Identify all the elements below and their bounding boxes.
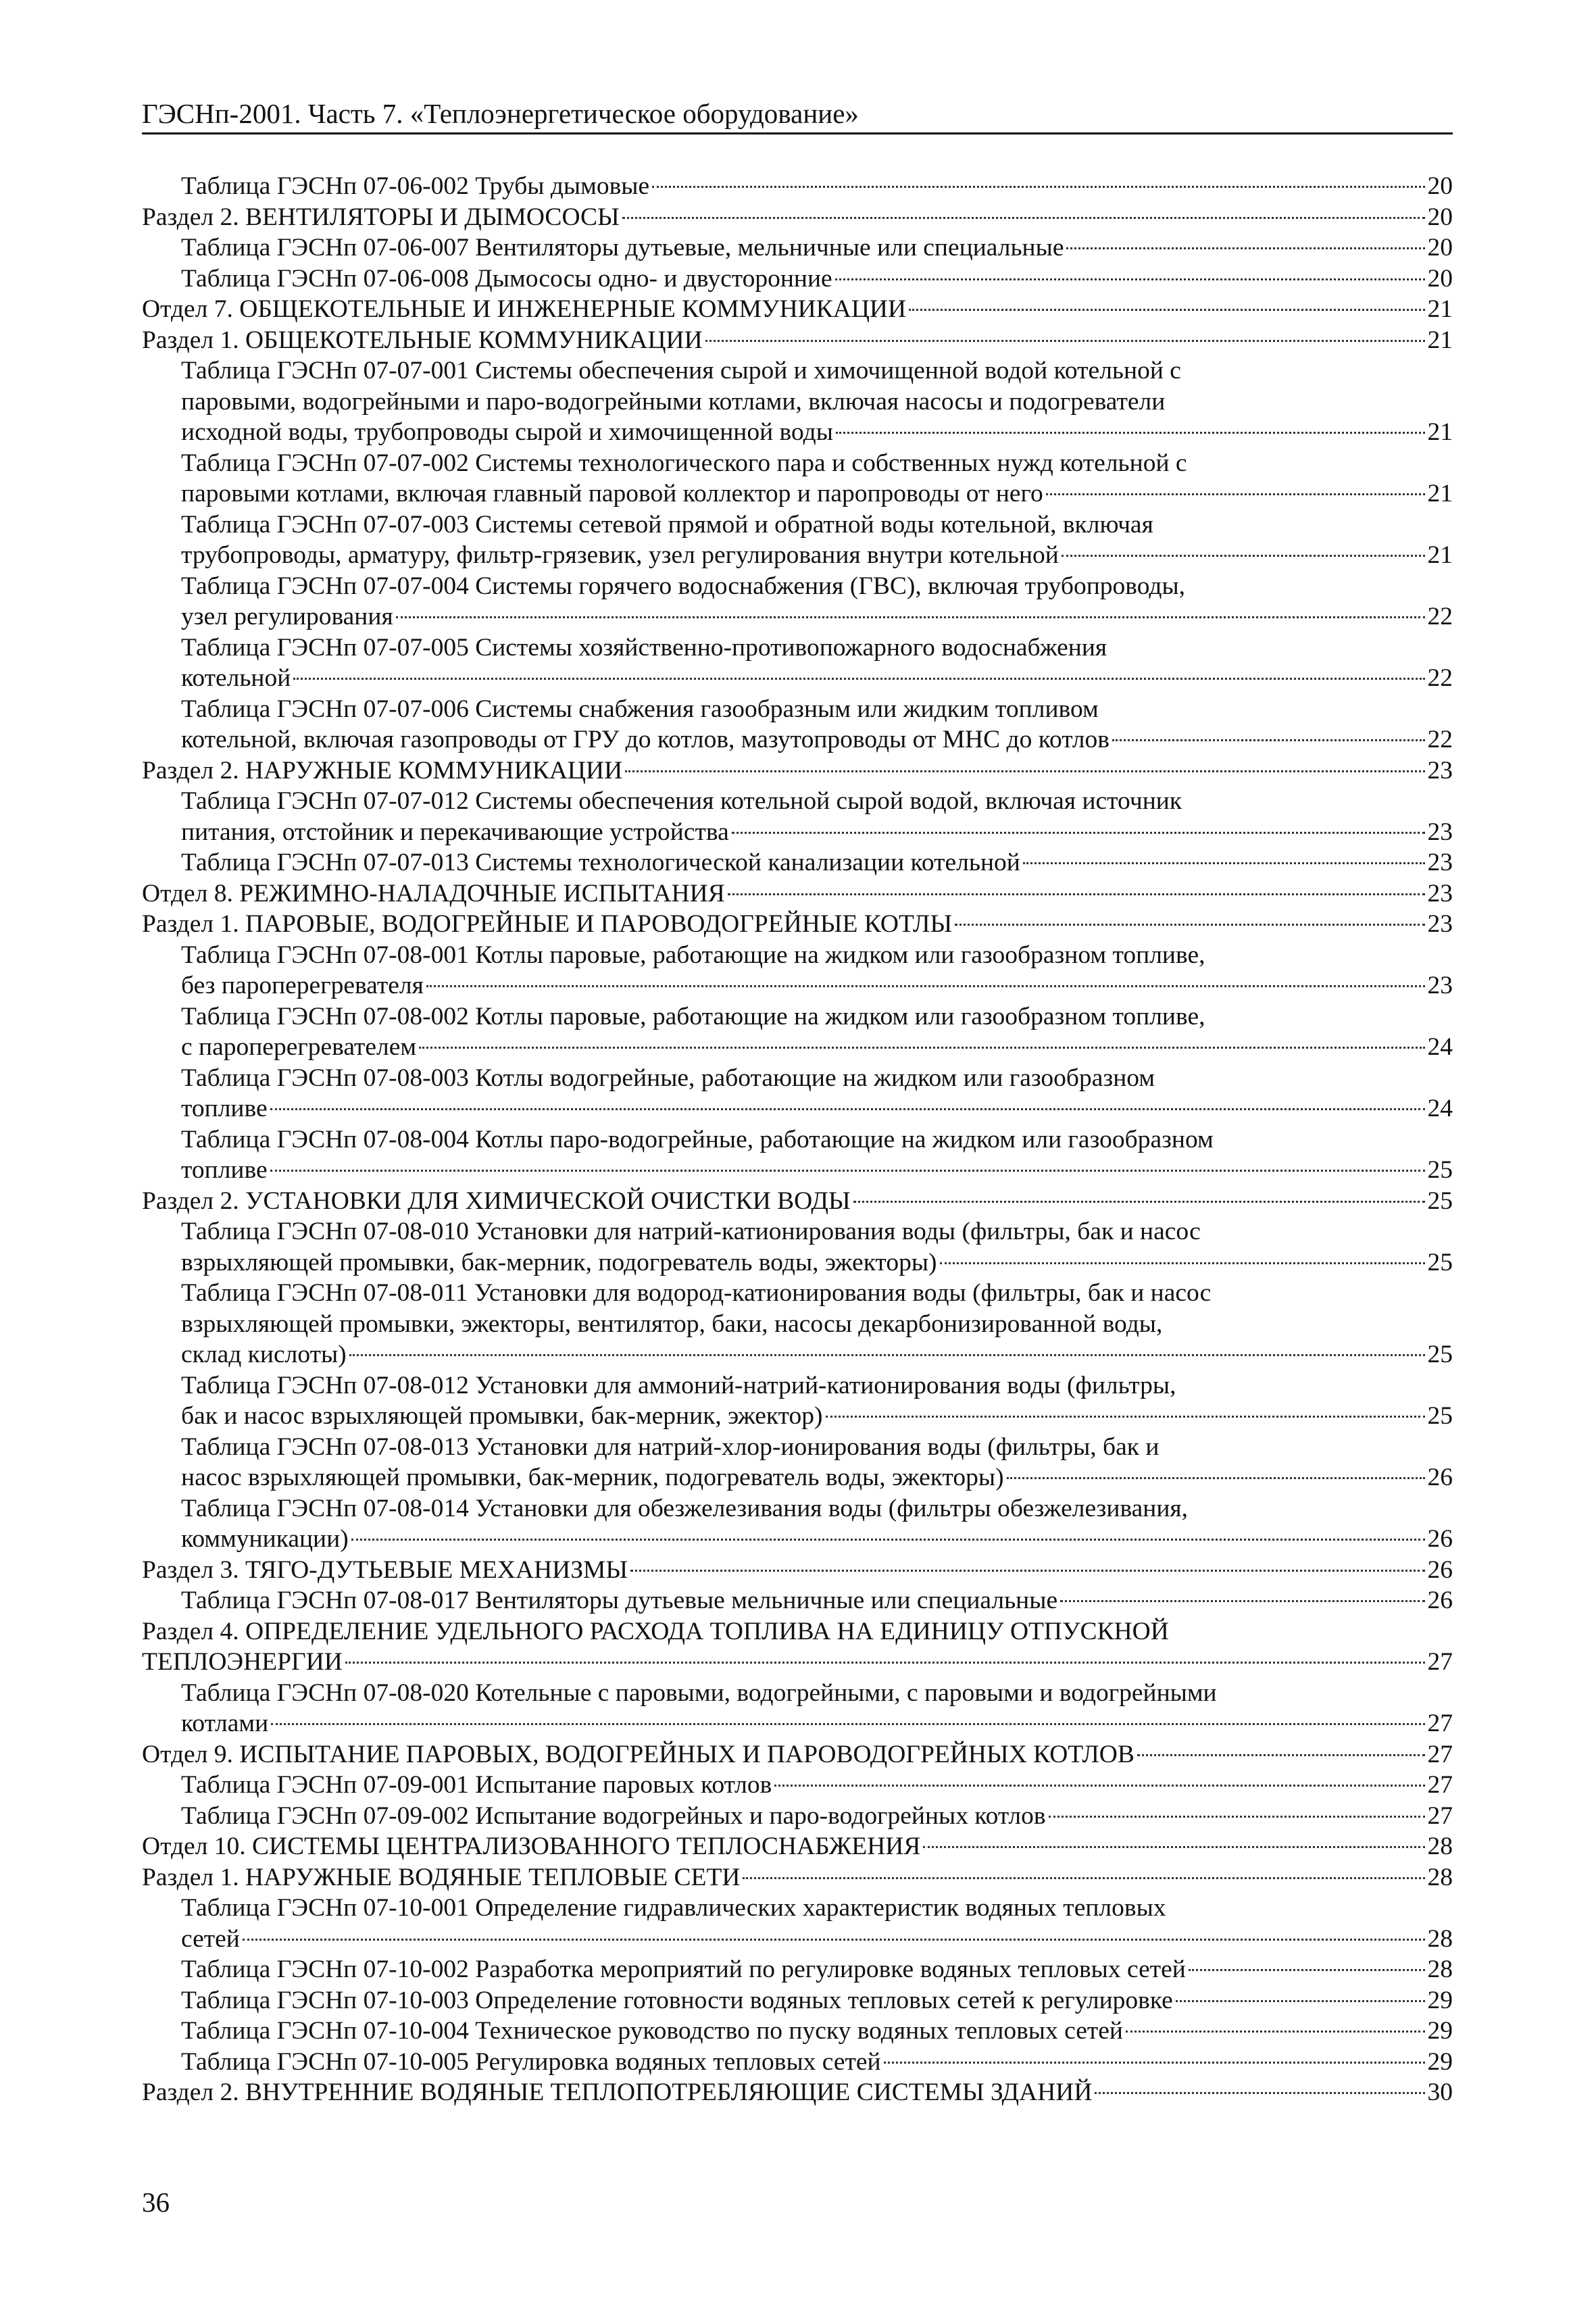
toc-table-entry (142, 171, 1453, 202)
toc-entry-title: котельной (181, 664, 291, 692)
toc-entry-title: коммуникации) (181, 1525, 349, 1553)
toc-entry-title: Раздел 1. НАРУЖНЫЕ ВОДЯНЫЕ ТЕПЛОВЫЕ СЕТИ (142, 1863, 741, 1891)
dot-leader (1062, 555, 1425, 557)
toc-page-number: 21 (1427, 541, 1453, 569)
toc-entry-title: Таблица ГЭСНп 07-08-012 Установки для аммоний-натрий-катионирования воды (фильтры, (181, 1371, 1176, 1399)
dot-leader (743, 1877, 1424, 1879)
toc-page-number: 25 (1427, 1402, 1453, 1430)
toc-entry-line (181, 171, 1453, 202)
toc-entry-line (142, 1186, 1453, 1217)
dot-leader (1126, 2031, 1425, 2033)
toc-entry-line (181, 817, 1453, 848)
toc-entry-line (142, 1862, 1453, 1893)
toc-entry-title: сетей (181, 1924, 240, 1953)
toc-table-entry (142, 1801, 1453, 1832)
toc-entry-line (181, 1678, 1453, 1709)
toc-entry-line (181, 1924, 1453, 1955)
toc-entry-title: Раздел 2. УСТАНОВКИ ДЛЯ ХИМИЧЕСКОЙ ОЧИСТКИ ВОДЫ (142, 1187, 851, 1215)
dot-leader (732, 832, 1425, 834)
toc-table-entry (142, 847, 1453, 878)
toc-entry-title: Таблица ГЭСНп 07-09-002 Испытание водогрейных и паро-водогрейных котлов (181, 1801, 1046, 1830)
toc-entry-line (142, 1616, 1453, 1647)
toc-page-number: 27 (1427, 1801, 1453, 1830)
dot-leader (396, 616, 1425, 618)
toc-entry-line (181, 1985, 1453, 2016)
dot-leader (1176, 2000, 1425, 2002)
dot-leader (835, 278, 1425, 280)
toc-table-entry (142, 1124, 1453, 1186)
toc-entry-line (142, 202, 1453, 233)
toc-page-number: 23 (1427, 910, 1453, 938)
toc-entry-line (181, 786, 1453, 817)
toc-entry-line (142, 2077, 1453, 2108)
toc-page-number: 27 (1427, 1740, 1453, 1768)
toc-entry-title: взрыхляющей промывки, эжекторы, вентилятор, баки, насосы декарбонизированной воды, (181, 1310, 1163, 1338)
toc-entry-line (181, 264, 1453, 295)
toc-entry-title: Таблица ГЭСНп 07-06-007 Вентиляторы дутьевые, мельничные или специальные (181, 234, 1064, 262)
dot-leader (270, 1108, 1425, 1110)
toc-section-entry (142, 1739, 1453, 1770)
toc-entry-line (181, 1155, 1453, 1186)
dot-leader (630, 1570, 1424, 1572)
dot-leader (1049, 1816, 1425, 1818)
toc-entry-line (181, 1216, 1453, 1247)
dot-leader (345, 1662, 1425, 1664)
toc-page-number: 29 (1427, 1986, 1453, 2014)
toc-section-entry (142, 755, 1453, 787)
toc-entry-line (181, 1462, 1453, 1493)
toc-entry-title: узел регулирования (181, 603, 393, 630)
toc-entry-line (181, 571, 1453, 602)
toc-entry-line (181, 2016, 1453, 2047)
toc-entry-line (181, 1063, 1453, 1094)
dot-leader (622, 217, 1425, 219)
dot-leader (1095, 2092, 1424, 2094)
toc-entry-line (181, 847, 1453, 878)
dot-leader (909, 309, 1424, 311)
toc-entry-line (181, 2047, 1453, 2078)
toc-entry-title: Таблица ГЭСНп 07-07-003 Системы сетевой прямой и обратной воды котельной, включая (181, 510, 1153, 539)
toc-section-entry (142, 294, 1453, 325)
toc-entry-line (181, 724, 1453, 755)
toc-page-number: 23 (1427, 972, 1453, 999)
toc-entry-title: Таблица ГЭСНп 07-08-013 Установки для натрий-хлор-ионирования воды (фильтры, бак и (181, 1433, 1159, 1461)
dot-leader (884, 2062, 1425, 2064)
toc-table-entry (142, 786, 1453, 847)
toc-table-entry (142, 1278, 1453, 1370)
toc-entry-title: Таблица ГЭСНп 07-10-002 Разработка мероприятий по регулировке водяных тепловых сетей (181, 1956, 1186, 1983)
toc-entry-title: Таблица ГЭСНп 07-06-008 Дымососы одно- и двусторонние (181, 264, 832, 293)
toc-entry-title: Раздел 2. ВЕНТИЛЯТОРЫ И ДЫМОСОСЫ (142, 203, 620, 231)
toc-page-number: 21 (1427, 480, 1453, 507)
toc-entry-line (181, 1001, 1453, 1032)
toc-page-number: 25 (1427, 1187, 1453, 1215)
toc-entry-line (181, 1432, 1453, 1463)
toc-entry-line (181, 1278, 1453, 1309)
toc-entry-title: Таблица ГЭСНп 07-10-005 Регулировка водяных тепловых сетей (181, 2047, 881, 2076)
dot-leader (1046, 493, 1425, 495)
toc-page-number: 20 (1427, 203, 1453, 231)
toc-table-entry (142, 1216, 1453, 1278)
toc-entry-line (181, 1893, 1453, 1924)
toc-page-number: 23 (1427, 849, 1453, 876)
toc-page-number: 20 (1427, 264, 1453, 293)
dot-leader (243, 1939, 1425, 1941)
toc-section-entry (142, 878, 1453, 910)
toc-entry-title: Таблица ГЭСНп 07-08-004 Котлы паро-водогрейные, работающие на жидком или газообразном (181, 1125, 1214, 1153)
dot-leader (1007, 1477, 1425, 1479)
toc-entry-line (181, 663, 1453, 694)
toc-entry-line (142, 909, 1453, 940)
toc-entry-title: паровыми котлами, включая главный паровой коллектор и паропроводы от него (181, 480, 1043, 507)
toc-entry-line (181, 1770, 1453, 1801)
toc-entry-title: Таблица ГЭСНп 07-07-001 Системы обеспечения сырой и химочищенной водой котельной с (181, 357, 1181, 384)
toc-entry-title: Таблица ГЭСНп 07-07-005 Системы хозяйственно-противопожарного водоснабжения (181, 633, 1107, 662)
toc-entry-title: Раздел 2. ВНУТРЕННИЕ ВОДЯНЫЕ ТЕПЛОПОТРЕБЛЯЮЩИЕ СИСТЕМЫ ЗДАНИЙ (142, 2078, 1093, 2106)
dot-leader (836, 432, 1425, 434)
toc-page-number: 29 (1427, 2017, 1453, 2045)
toc-entry-title: Таблица ГЭСНп 07-07-004 Системы горячего водоснабжения (ГВС), включая трубопроводы, (181, 572, 1186, 600)
toc-page-number: 26 (1427, 1555, 1453, 1584)
toc-entry-line (142, 1831, 1453, 1862)
toc-entry-title: Таблица ГЭСНп 07-08-003 Котлы водогрейные, работающие на жидком или газообразном (181, 1064, 1155, 1092)
toc-page-number: 21 (1427, 326, 1453, 354)
dot-leader (923, 1846, 1424, 1848)
toc-page-number: 22 (1427, 603, 1453, 630)
toc-table-entry (142, 232, 1453, 264)
toc-entry-title: Таблица ГЭСНп 07-08-020 Котельные с паровыми, водогрейными, с паровыми и водогрейными (181, 1678, 1217, 1707)
toc-entry-title: Таблица ГЭСНп 07-07-013 Системы технологической канализации котельной (181, 849, 1020, 876)
toc-entry-title: Таблица ГЭСНп 07-06-002 Трубы дымовые (181, 172, 650, 200)
toc-entry-line (181, 1093, 1453, 1124)
toc-entry-title: Таблица ГЭСНп 07-08-010 Установки для натрий-катионирования воды (фильтры, бак и насос (181, 1218, 1201, 1245)
toc-entry-title: Отдел 7. ОБЩЕКОТЕЛЬНЫЕ И ИНЖЕНЕРНЫЕ КОММУНИКАЦИИ (142, 295, 907, 323)
toc-page-number: 24 (1427, 1095, 1453, 1122)
table-of-contents (142, 171, 1453, 2108)
toc-entry-title: питания, отстойник и перекачивающие устройства (181, 818, 729, 846)
toc-entry-line (181, 1124, 1453, 1155)
toc-table-entry (142, 1770, 1453, 1801)
toc-entry-line (181, 1801, 1453, 1832)
toc-entry-line (181, 1339, 1453, 1370)
toc-entry-title: исходной воды, трубопроводы сырой и химочищенной воды (181, 418, 833, 446)
toc-entry-line (142, 755, 1453, 787)
toc-entry-line (142, 1647, 1453, 1678)
toc-entry-title: Таблица ГЭСНп 07-09-001 Испытание паровых котлов (181, 1771, 772, 1799)
toc-entry-title: Таблица ГЭСНп 07-08-011 Установки для водород-катионирования воды (фильтры, бак и насос (181, 1279, 1212, 1307)
toc-entry-title: Таблица ГЭСНп 07-07-006 Системы снабжения газообразным или жидким топливом (181, 695, 1099, 723)
toc-table-entry (142, 1432, 1453, 1493)
toc-entry-line (181, 1247, 1453, 1278)
toc-table-entry (142, 2016, 1453, 2047)
dot-leader (774, 1785, 1424, 1787)
toc-entry-title: без пароперегревателя (181, 972, 424, 999)
toc-entry-line (181, 509, 1453, 541)
toc-entry-line (181, 632, 1453, 664)
toc-table-entry (142, 1001, 1453, 1063)
toc-entry-line (181, 940, 1453, 971)
toc-page-number: 30 (1427, 2078, 1453, 2106)
toc-page-number: 20 (1427, 234, 1453, 262)
dot-leader (419, 1047, 1424, 1049)
dot-leader (349, 1354, 1425, 1356)
toc-page-number: 29 (1427, 2047, 1453, 2076)
toc-table-entry (142, 355, 1453, 448)
toc-entry-title: Таблица ГЭСНп 07-08-017 Вентиляторы дутьевые мельничные или специальные (181, 1587, 1058, 1614)
toc-table-entry (142, 571, 1453, 632)
dot-leader (426, 985, 1425, 987)
dot-leader (625, 770, 1424, 772)
toc-page-number: 25 (1427, 1156, 1453, 1184)
toc-entry-line (181, 1370, 1453, 1401)
toc-entry-line (181, 1309, 1453, 1340)
dot-leader (728, 893, 1425, 895)
toc-entry-title: Таблица ГЭСНп 07-10-001 Определение гидравлических характеристик водяных тепловых (181, 1894, 1166, 1922)
toc-entry-line (181, 1493, 1453, 1524)
toc-entry-title: паровыми, водогрейными и паро-водогрейными котлами, включая насосы и подогреватели (181, 387, 1166, 416)
toc-page-number: 24 (1427, 1033, 1453, 1061)
dot-leader (1189, 1969, 1425, 1971)
toc-entry-title: насос взрыхляющей промывки, бак-мерник, подогреватель воды, эжекторы) (181, 1464, 1004, 1491)
page-number: 36 (142, 2187, 170, 2218)
toc-page-number: 27 (1427, 1771, 1453, 1799)
toc-entry-line (181, 355, 1453, 387)
toc-entry-title: Таблица ГЭСНп 07-08-001 Котлы паровые, работающие на жидком или газообразном топливе, (181, 941, 1205, 969)
toc-page-number: 22 (1427, 664, 1453, 692)
dot-leader (705, 340, 1425, 342)
toc-entry-title: котельной, включая газопроводы от ГРУ до котлов, мазутопроводы от МНС до котлов (181, 726, 1109, 753)
dot-leader (271, 1723, 1424, 1725)
toc-entry-title: Раздел 1. ПАРОВЫЕ, ВОДОГРЕЙНЫЕ И ПАРОВОДОГРЕЙНЫЕ КОТЛЫ (142, 910, 953, 938)
toc-section-entry (142, 325, 1453, 356)
toc-table-entry (142, 448, 1453, 509)
toc-page-number: 21 (1427, 295, 1453, 323)
toc-table-entry (142, 509, 1453, 571)
dot-leader (270, 1170, 1425, 1172)
toc-table-entry (142, 1370, 1453, 1432)
toc-entry-title: бак и насос взрыхляющей промывки, бак-мерник, эжектор) (181, 1402, 823, 1430)
toc-entry-title: Таблица ГЭСНп 07-07-012 Системы обеспечения котельной сырой водой, включая источник (181, 787, 1182, 815)
toc-page-number: 28 (1427, 1863, 1453, 1891)
toc-page-number: 27 (1427, 1648, 1453, 1676)
toc-page-number: 28 (1427, 1956, 1453, 1983)
toc-entry-line (181, 448, 1453, 479)
toc-page-number: 27 (1427, 1710, 1453, 1737)
toc-entry-line (181, 1524, 1453, 1555)
dot-leader (1066, 247, 1424, 249)
toc-table-entry (142, 1585, 1453, 1616)
toc-entry-line (181, 1401, 1453, 1432)
toc-entry-title: Таблица ГЭСНп 07-07-002 Системы технологического пара и собственных нужд котельной с (181, 449, 1187, 477)
toc-entry-title: Отдел 8. РЕЖИМНО-НАЛАДОЧНЫЕ ИСПЫТАНИЯ (142, 879, 725, 907)
toc-entry-line (181, 387, 1453, 418)
toc-section-entry (142, 1555, 1453, 1586)
dot-leader (955, 924, 1424, 926)
toc-entry-title: взрыхляющей промывки, бак-мерник, подогреватель воды, эжекторы) (181, 1248, 937, 1276)
toc-table-entry (142, 632, 1453, 694)
toc-entry-title: Таблица ГЭСНп 07-08-014 Установки для обезжелезивания воды (фильтры обезжелезивания, (181, 1494, 1189, 1522)
toc-entry-title: Раздел 2. НАРУЖНЫЕ КОММУНИКАЦИИ (142, 756, 623, 785)
toc-entry-title: Отдел 9. ИСПЫТАНИЕ ПАРОВЫХ, ВОДОГРЕЙНЫХ И ПАРОВОДОГРЕЙНЫХ КОТЛОВ (142, 1740, 1134, 1768)
toc-entry-line (142, 325, 1453, 356)
toc-entry-title: топливе (181, 1095, 268, 1122)
toc-section-entry (142, 2077, 1453, 2108)
toc-entry-title: с пароперегревателем (181, 1033, 417, 1061)
dot-leader (826, 1416, 1425, 1418)
toc-table-entry (142, 1493, 1453, 1555)
toc-entry-line (181, 1032, 1453, 1063)
toc-entry-title: Таблица ГЭСНп 07-08-002 Котлы паровые, работающие на жидком или газообразном топливе, (181, 1002, 1205, 1030)
toc-section-entry (142, 1831, 1453, 1862)
toc-table-entry (142, 1063, 1453, 1124)
toc-section-entry (142, 1186, 1453, 1217)
toc-section-entry (142, 1616, 1453, 1678)
toc-entry-line (181, 694, 1453, 725)
dot-leader (293, 678, 1424, 680)
toc-entry-line (181, 970, 1453, 1001)
toc-section-entry (142, 202, 1453, 233)
toc-entry-title: топливе (181, 1156, 268, 1184)
dot-leader (940, 1262, 1425, 1264)
toc-entry-title: Таблица ГЭСНп 07-10-004 Техническое руководство по пуску водяных тепловых сетей (181, 2017, 1123, 2045)
toc-table-entry (142, 1893, 1453, 1954)
toc-page-number: 23 (1427, 756, 1453, 785)
toc-entry-line (142, 294, 1453, 325)
toc-section-entry (142, 1862, 1453, 1893)
toc-section-entry (142, 909, 1453, 940)
toc-entry-line (181, 1708, 1453, 1739)
toc-entry-line (181, 232, 1453, 264)
dot-leader (1137, 1754, 1425, 1756)
dot-leader (351, 1539, 1425, 1541)
toc-entry-title: Раздел 1. ОБЩЕКОТЕЛЬНЫЕ КОММУНИКАЦИИ (142, 326, 703, 354)
toc-table-entry (142, 1954, 1453, 1985)
toc-entry-line (142, 1739, 1453, 1770)
toc-table-entry (142, 1985, 1453, 2016)
toc-entry-title: Таблица ГЭСНп 07-10-003 Определение готовности водяных тепловых сетей к регулировке (181, 1986, 1173, 2014)
toc-page-number: 20 (1427, 172, 1453, 200)
toc-page-number: 26 (1427, 1464, 1453, 1491)
toc-page-number: 23 (1427, 879, 1453, 907)
toc-entry-title: Раздел 4. ОПРЕДЕЛЕНИЕ УДЕЛЬНОГО РАСХОДА ТОПЛИВА НА ЕДИНИЦУ ОТПУСКНОЙ (142, 1617, 1169, 1645)
toc-page-number: 25 (1427, 1341, 1453, 1368)
page-header: ГЭСНп-2001. Часть 7. «Теплоэнергетическое оборудование» (142, 96, 1453, 134)
toc-entry-title: трубопроводы, арматуру, фильтр-грязевик, узел регулирования внутри котельной (181, 541, 1059, 569)
toc-page-number: 25 (1427, 1248, 1453, 1276)
toc-entry-line (181, 601, 1453, 632)
toc-entry-title: Раздел 3. ТЯГО-ДУТЬЕВЫЕ МЕХАНИЗМЫ (142, 1555, 628, 1584)
toc-table-entry (142, 1678, 1453, 1739)
toc-entry-title: склад кислоты) (181, 1341, 347, 1368)
toc-page-number: 26 (1427, 1587, 1453, 1614)
toc-page-number: 23 (1427, 818, 1453, 846)
toc-page-number: 28 (1427, 1833, 1453, 1860)
toc-entry-line (181, 1954, 1453, 1985)
toc-table-entry (142, 264, 1453, 295)
toc-table-entry (142, 940, 1453, 1001)
toc-entry-title: Отдел 10. СИСТЕМЫ ЦЕНТРАЛИЗОВАННОГО ТЕПЛОСНАБЖЕНИЯ (142, 1833, 921, 1860)
toc-entry-line (181, 540, 1453, 571)
dot-leader (853, 1201, 1425, 1203)
toc-page-number: 22 (1427, 726, 1453, 753)
dot-leader (1112, 739, 1425, 741)
toc-entry-line (181, 417, 1453, 448)
toc-table-entry (142, 2047, 1453, 2078)
toc-entry-line (181, 1585, 1453, 1616)
toc-entry-line (142, 1555, 1453, 1586)
toc-table-entry (142, 694, 1453, 755)
toc-page-number: 21 (1427, 418, 1453, 446)
toc-page-number: 26 (1427, 1525, 1453, 1553)
toc-entry-title: ТЕПЛОЭНЕРГИИ (142, 1648, 343, 1676)
toc-entry-line (142, 878, 1453, 910)
dot-leader (652, 186, 1424, 188)
toc-entry-line (181, 478, 1453, 509)
toc-entry-title: котлами (181, 1710, 269, 1737)
dot-leader (1060, 1600, 1424, 1602)
dot-leader (1023, 862, 1425, 864)
toc-page-number: 28 (1427, 1924, 1453, 1953)
